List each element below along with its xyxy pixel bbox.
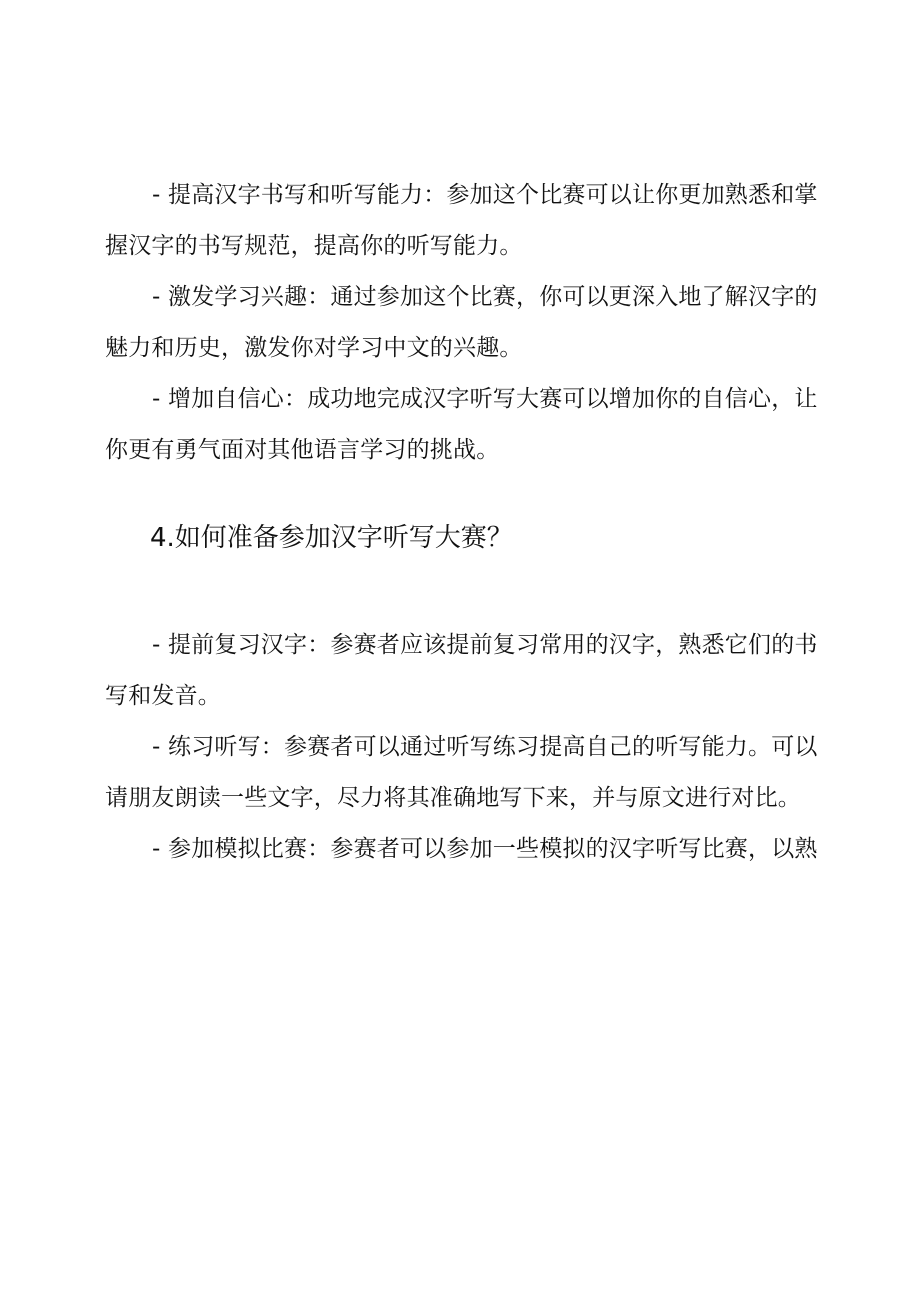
paragraph-dictation-practice: - 练习听写：参赛者可以通过听写练习提高自己的听写能力。可以请朋友朗读一些文字，尽力将其准确地写下来，并与原文进行对比。	[105, 734, 818, 811]
paragraph-confidence: - 增加自信心：成功地完成汉字听写大赛可以增加你的自信心，让你更有勇气面对其他语言学习的挑战。	[105, 386, 818, 463]
paragraph-writing-ability: - 提高汉字书写和听写能力：参加这个比赛可以让你更加熟悉和掌握汉字的书写规范，提高你的听写能力。	[105, 182, 818, 259]
section-heading: 4.如何准备参加汉字听写大赛？	[150, 523, 513, 553]
paragraph-learning-interest: - 激发学习兴趣：通过参加这个比赛，你可以更深入地了解汉字的魅力和历史，激发你对学习中文的兴趣。	[105, 284, 818, 361]
preparation-section	[105, 620, 825, 875]
paragraph-review: - 提前复习汉字：参赛者应该提前复习常用的汉字，熟悉它们的书写和发音。	[105, 632, 818, 709]
benefits-section	[105, 170, 825, 476]
paragraph-mock-contest: - 参加模拟比赛：参赛者可以参加一些模拟的汉字听写比赛，以熟	[152, 836, 818, 862]
